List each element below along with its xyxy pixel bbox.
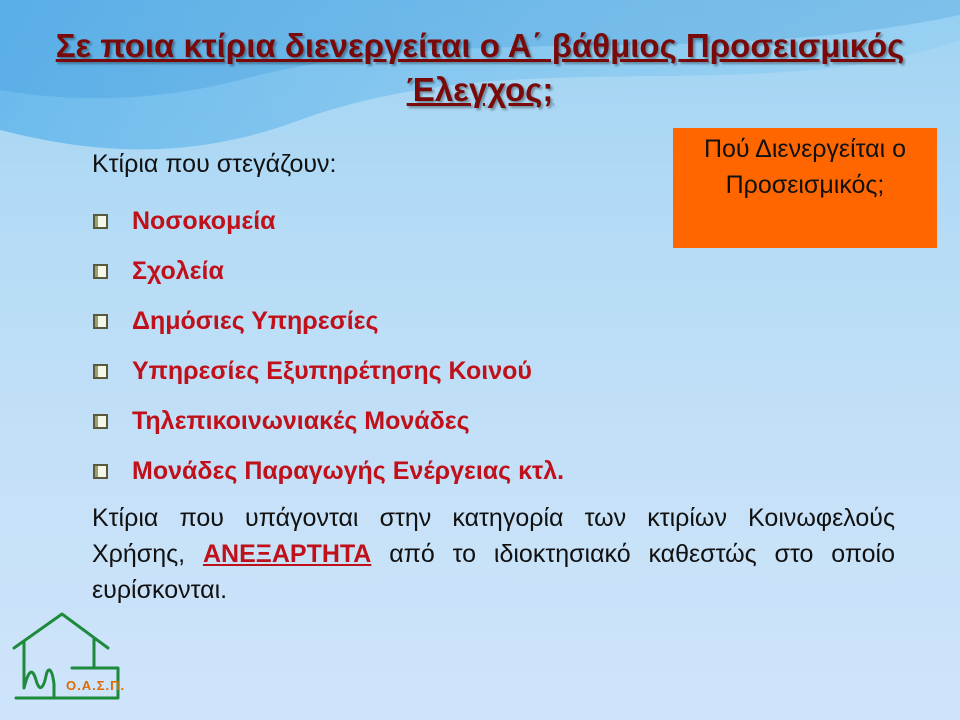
list-item [92, 246, 564, 296]
description-paragraph [92, 500, 895, 608]
checkbox-bullet-icon [92, 313, 109, 330]
building-list [92, 196, 564, 496]
list-item [92, 396, 564, 446]
checkbox-bullet-icon [92, 413, 109, 430]
checkbox-bullet-icon [92, 213, 109, 230]
page-title: Σε ποια κτίρια διενεργείται ο Α΄ βάθμιος Προσεισμικός Έλεγχος; [55, 27, 905, 108]
list-item [92, 196, 564, 246]
list-item [92, 346, 564, 396]
list-item [92, 446, 564, 496]
list-item-label: Τηλεπικοινωνιακές Μονάδες [132, 406, 470, 435]
list-item-label: Σχολεία [132, 256, 224, 285]
list-item-label: Υπηρεσίες Εξυπηρέτησης Κοινού [132, 356, 532, 385]
list-item-label: Νοσοκομεία [132, 206, 276, 235]
paragraph-highlight: ΑΝΕΞΑΡΤΗΤΑ [202, 540, 372, 568]
list-item-label: Δημόσιες Υπηρεσίες [132, 306, 379, 335]
list-item [92, 296, 564, 346]
paragraph-text-after: από το ιδιοκτησιακό καθεστώς στο οποίο ευρίσκονται. [92, 540, 896, 604]
list-item-label: Μονάδες Παραγωγής Ενέργειας κτλ. [132, 456, 565, 485]
paragraph-text-before: Κτίρια που υπάγονται στην κατηγορία των κτιρίων Κοινωφελούς Χρήσης, [92, 504, 895, 568]
callout-box: Πού Διενεργείται ο Προσεισμικός; [673, 128, 937, 248]
checkbox-bullet-icon [92, 363, 109, 380]
checkbox-bullet-icon [92, 263, 109, 280]
checkbox-bullet-icon [92, 463, 109, 480]
intro-text: Κτίρια που στεγάζουν: [92, 150, 337, 178]
logo-text: Ο.Α.Σ.Π. [66, 678, 126, 693]
